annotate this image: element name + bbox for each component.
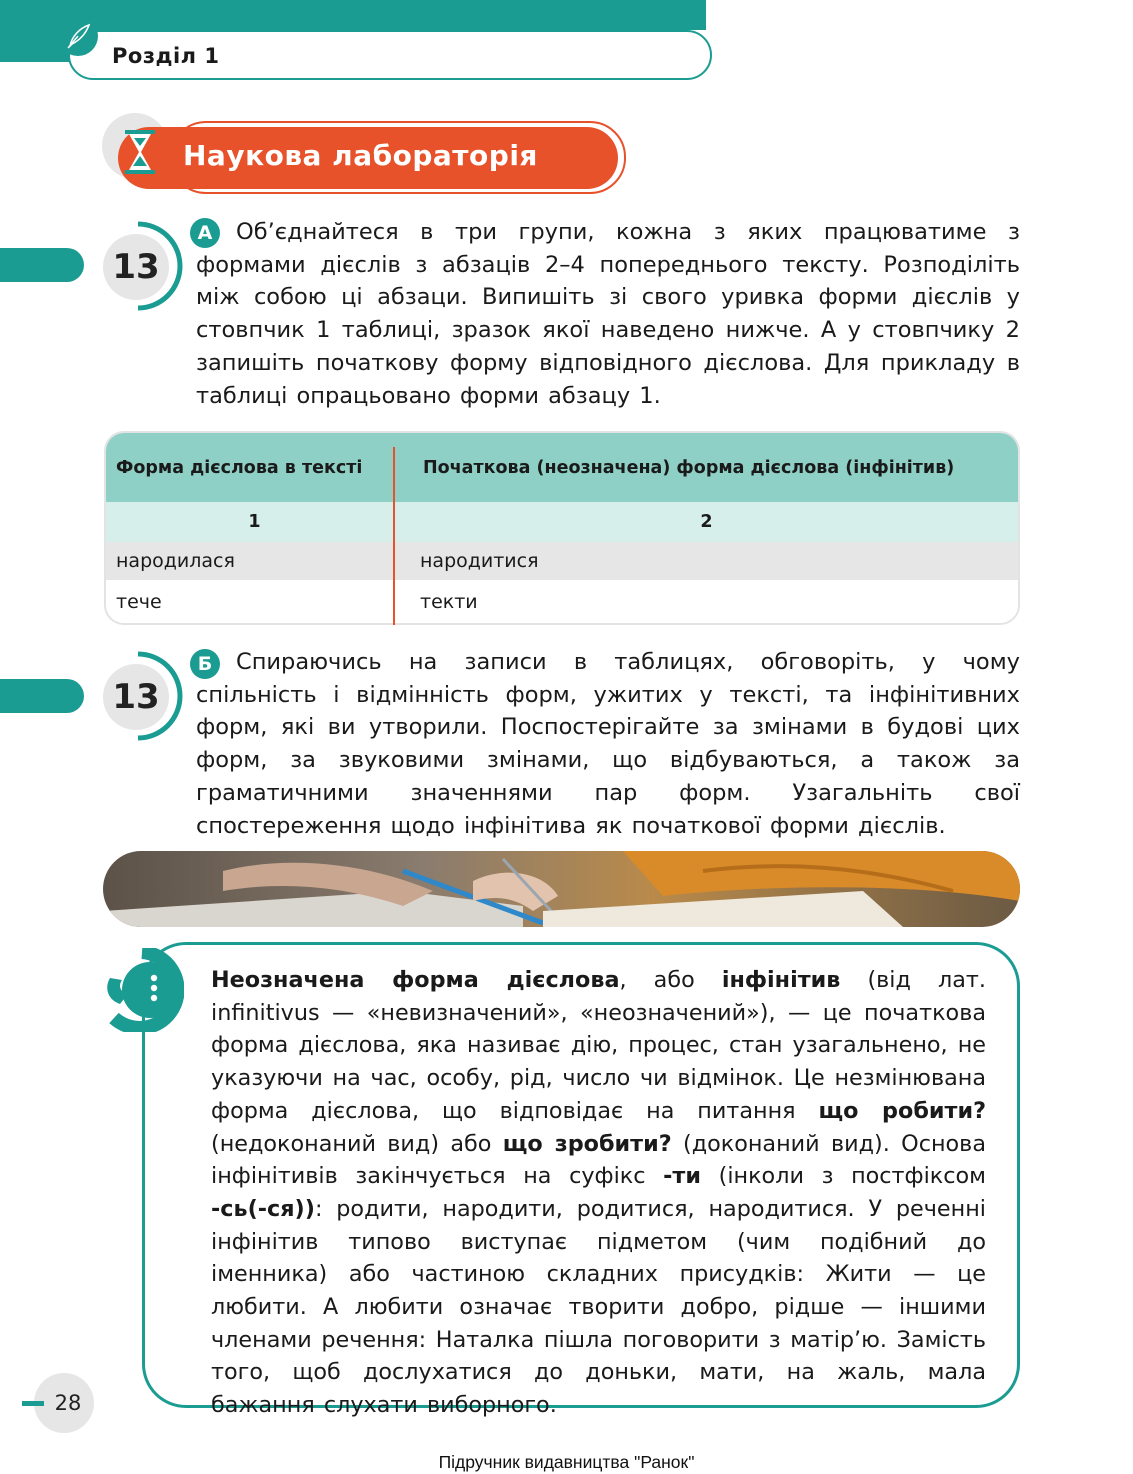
hourglass-icon: [122, 128, 158, 176]
table-cell: тече: [116, 590, 162, 613]
question-imperfective: що робити?: [818, 1097, 987, 1124]
table-colnum-cell: 2: [700, 512, 713, 532]
table-row: [106, 580, 1018, 623]
info-ellipsis-icon: [100, 948, 184, 1032]
task-a-badge: А: [190, 218, 220, 248]
table-row: [106, 542, 1018, 580]
table-colnum-cell: 1: [248, 512, 261, 532]
question-perfective: що зробити?: [502, 1130, 672, 1157]
table-cell: текти: [420, 590, 478, 613]
header-bar: [0, 0, 706, 30]
students-writing-photo: [103, 851, 1020, 927]
table-cell: народилася: [116, 550, 235, 572]
task-a-text: Об’єднайтеся в три групи, кожна з яких працюватиме з формами дієслів з абзаців 2–4 попереднього тексту. Розподіліть між собою ці абзаци. Випишіть зі свого уривка форми дієслів у стовпчик 1 таблиці, зразок якої наведено нижче. А у стовпчику 2 запишіть початкову форму відповідного дієслова. Для прикладу в таблиці опрацьовано форми абзацу 1.: [196, 219, 1020, 409]
task-a-tab: [0, 248, 84, 282]
task-b-number: 13: [103, 664, 169, 730]
verb-forms-table: [104, 431, 1020, 625]
table-colnum-row: [106, 502, 1018, 542]
publisher-credit: Підручник видавництва "Ранок": [438, 1452, 695, 1472]
table-column-divider: [393, 447, 395, 625]
feather-icon: [58, 16, 98, 56]
task-a-number: 13: [103, 234, 169, 300]
task-b-text: Спираючись на записи в таблицях, обговоріть, у чому спільність і відмінність форм, ужитих у тексті, та інфінітивних форм, які ви утворили. Поспостерігайте за змінами в будові цих форм, за звуковими змінами, що відбуваються, а також за граматичними значеннями пар форм. Узагальніть свої спостереження щодо інфінітива як початкової форми дієслів.: [196, 649, 1020, 839]
postfix-sia: -сь(-ся)): [211, 1195, 315, 1222]
definition-text: [211, 964, 986, 1422]
task-b-badge: Б: [190, 649, 220, 679]
section-label: Розділ 1: [112, 44, 220, 68]
definition-fragment: (інколи з постфіксом: [700, 1163, 986, 1190]
page-number: 28: [54, 1391, 82, 1415]
term-infinitive: інфінітив: [721, 967, 841, 993]
definition-fragment: (доконаний вид). Основа інфінітивів закінчується на суфікс: [211, 1130, 986, 1190]
table-header-row: [106, 433, 1018, 502]
definition-fragment: : родити, народити, родитися, народитися. У реченні інфінітив типово виступає підметом (чим подібний до іменника) або частиною складних присудків: Жити — це любити. А любити означає творити добро, рідше — іншими членами речення: Наталка пішла поговорити з матір’ю. Замість того, щоб дослухатися до доньки, мати, на жаль, мала бажання слухати виборного.: [211, 1195, 986, 1419]
task-b-tab: [0, 679, 84, 713]
table-header-cell: Форма дієслова в тексті: [116, 457, 363, 478]
table-cell: народитися: [420, 550, 539, 572]
definition-fragment: , або: [619, 967, 722, 993]
lab-title: Наукова лабораторія: [183, 139, 538, 172]
term-infinitive-full: Неозначена форма дієслова: [211, 967, 620, 993]
definition-fragment: (недоконаний вид) або: [211, 1130, 503, 1157]
table-header-cell: Початкова (неозначена) форма дієслова (інфінітив): [423, 457, 955, 478]
suffix-ty: -ти: [663, 1163, 701, 1190]
definition-fragment: (від лат. infinitivus — «невизначений», «неозначений»), — це початкова форма дієслова, яка називає дію, процес, стан узагальнено, не указуючи на час, особу, рід, число чи відмінок. Це незмінювана форма дієслова, що відповідає на питання: [211, 967, 987, 1124]
